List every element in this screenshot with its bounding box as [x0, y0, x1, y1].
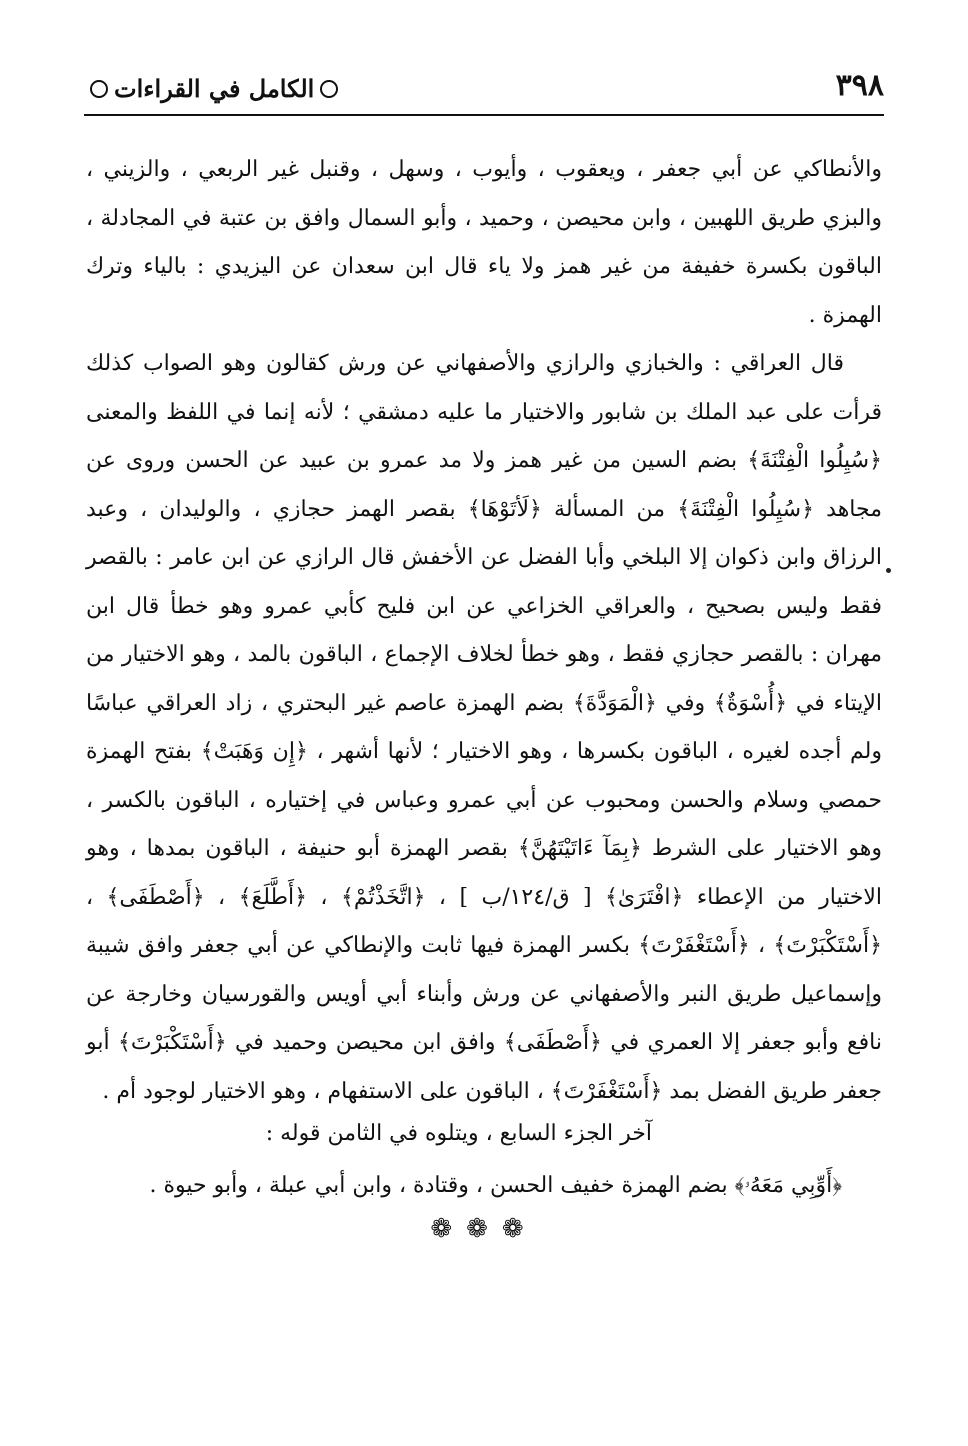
closing-line-2: ﴿أَوِّبِي مَعَهُۥ﴾ بضم الهمزة خفيف الحسن ، وقتادة ، وابن أبي عبلة ، وأبو حيوة . — [149, 1173, 842, 1198]
header-rule — [84, 114, 884, 116]
main-text — [86, 146, 882, 1116]
closing-line-1: آخر الجزء السابع ، ويتلوه في الثامن قوله : — [265, 1121, 652, 1146]
paragraph-2: قال العراقي : والخبازي والرازي والأصفهاني عن ورش كقالون وهو الصواب كذلك قرأت على عبد الملك بن شابور والاختيار ما عليه دمشقي ؛ لأنه إنما في اللفظ والمعنى ﴿سُيِلُوا الْفِتْنَةَ﴾ بضم السين من غير همز ولا مد عمرو بن عبيد عن الحسن وروى عن مجاهد ﴿سُيِلُوا الْفِتْنَةَ﴾ من المسألة ﴿لَأتَوْهَا﴾ بقصر الهمز حجازي ، والوليدان ، وعبد الرزاق وابن ذكوان إلا البلخي وأبا الفضل عن الأخفش قال الرازي عن ابن عامر : بالقصر فقط وليس بصحيح ، والعراقي الخزاعي عن ابن فليح كأبي عمرو وهو خطأ قال ابن مهران : بالقصر حجازي فقط ، وهو خطأ لخلاف الإجماع ، الباقون بالمد ، وهو الاختيار من الإيتاء في ﴿أُسْوَةٌ﴾ وفي ﴿الْمَوَدَّةَ﴾ بضم الهمزة عاصم غير البحتري ، زاد العراقي عباسًا ولم أجده لغيره ، الباقون بكسرها ، وهو الاختيار ؛ لأنها أشهر ، ﴿إِن وَهَبَتْ﴾ بفتح الهمزة حمصي وسلام والحسن ومحبوب عن أبي عمرو وعباس في إختياره ، الباقون بالكسر ، وهو الاختيار على الشرط ﴿بِمَآ ءَاتَيْتَهُنَّ﴾ بقصر الهمزة أبو حنيفة ، الباقون بمدها ، وهو الاختيار من الإعطاء ﴿افْتَرَىٰ﴾ [ ق/١٢٤/ب ] ، ﴿اتَّخَذْتُمْ﴾ ، ﴿أَطَّلَعَ﴾ ، ﴿أَصْطَفَى﴾ ، ﴿أَسْتَكْبَرْتَ﴾ ، ﴿أَسْتَغْفَرْتَ﴾ بكسر الهمزة فيها ثابت والإنطاكي عن أبي جعفر وافق شيبة وإسماعيل طريق النبر والأصفهاني عن ورش وأبناء أبي أويس والقورسيان وخارجة عن نافع وأبو جعفر إلا العمري في ﴿أَصْطَفَى﴾ وافق ابن محيصن وحميد في ﴿أَسْتَكْبَرْتَ﴾ أبو جعفر طريق الفضل بمد ﴿أَسْتَغْفَرْتَ﴾ ، الباقون على الاستفهام ، وهو الاختيار لوجود أم . — [86, 351, 882, 1104]
page-number: ٣٩٨ — [835, 68, 884, 103]
running-title — [84, 72, 344, 106]
end-ornament-icon: ❁❁❁ — [430, 1214, 538, 1244]
margin-mark — [886, 568, 891, 573]
circle-ornament-icon — [320, 80, 338, 98]
closing-note — [86, 1108, 882, 1212]
page-header — [84, 62, 884, 112]
running-title-text: الكامل في القراءات — [114, 74, 315, 103]
paragraph-1: والأنطاكي عن أبي جعفر ، ويعقوب ، وأيوب ، وسهل ، وقنبل غير الربعي ، والزيني ، والبزي طريق اللهبين ، وابن محيصن ، وحميد ، وأبو السمال وافق بن عتبة في المجادلة ، الباقون بكسرة خفيفة من غير همز ولا ياء قال ابن سعدان عن اليزيدي : بالياء وترك الهمزة . — [86, 157, 882, 328]
circle-ornament-icon — [90, 80, 108, 98]
